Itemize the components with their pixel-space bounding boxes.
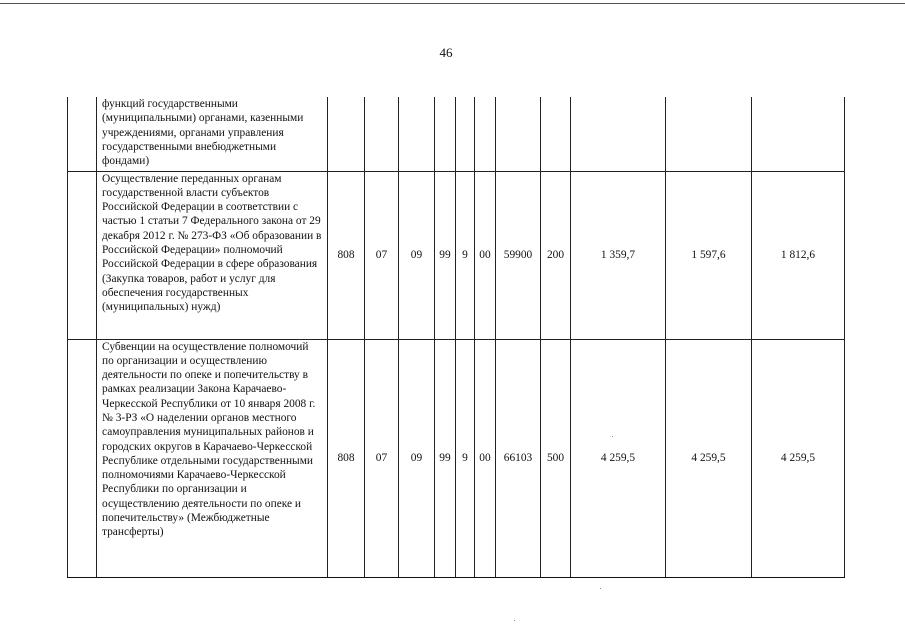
table-row — [68, 339, 845, 577]
main-event-code-cell: 00 — [475, 339, 496, 577]
description-cell: Субвенции на осуществление полномочий по организации и осуществлению деятельности по опеке и попечительству в рамках реализации Закона Карачаево-Черкесской Республики от 10 января 2008 г. № 3-РЗ «О наделении органов местного самоуправления муниципальных районов и городских округов в Карачаево-Черкесской Республике отдельными государственными полномочиями Карачаево-Черкесской Республики по организации и осуществлению деятельности по опеке и попечительству» (Межбюджетные трансферты) — [97, 339, 328, 577]
page-number: 46 — [439, 45, 453, 60]
row-number-cell — [68, 339, 97, 577]
main-event-code-cell: 00 — [475, 171, 496, 339]
subprogram-code-cell — [456, 97, 475, 171]
program-code-cell — [435, 97, 456, 171]
amount-year-1-cell — [571, 97, 666, 171]
subprogram-code-cell: 9 — [456, 339, 475, 577]
amount-year-2-cell: 1 597,6 — [666, 171, 752, 339]
amount-year-2-cell — [666, 97, 752, 171]
row-number-cell — [68, 97, 97, 171]
description-cell: функций государственными (муниципальными) органами, казенными учреждениями, органами управления государственными внебюджетными фондами) — [97, 97, 328, 171]
amount-year-2-cell: 4 259,5 — [666, 339, 752, 577]
expense-type-code-cell — [541, 97, 571, 171]
ministry-code-cell: 808 — [328, 171, 365, 339]
main-event-code-cell — [475, 97, 496, 171]
ministry-code-cell: 808 — [328, 339, 365, 577]
expense-type-code-cell: 200 — [541, 171, 571, 339]
subsection-code-cell — [399, 97, 435, 171]
amount-year-3-cell: 1 812,6 — [752, 171, 845, 339]
amount-year-1-cell: 4 259,5 — [571, 339, 666, 577]
description-cell: Осуществление переданных органам государственной власти субъектов Российской Федерации в соответствии с частью 1 статьи 7 Федерального закона от 29 декабря 2012 г. № 273-ФЗ «Об образовании в Российской Федерации» полномочий Российской Федерации в сфере образования (Закупка товаров, работ и услуг для обеспечения государственных (муниципальных) нужд) — [97, 171, 328, 339]
table-row — [68, 171, 845, 339]
subsection-code-cell: 09 — [399, 339, 435, 577]
direction-code-cell: 66103 — [496, 339, 541, 577]
scan-speck — [514, 620, 515, 621]
section-code-cell: 07 — [365, 171, 399, 339]
amount-year-3-cell — [752, 97, 845, 171]
amount-year-3-cell: 4 259,5 — [752, 339, 845, 577]
subsection-code-cell: 09 — [399, 171, 435, 339]
program-code-cell: 99 — [435, 339, 456, 577]
subprogram-code-cell: 9 — [456, 171, 475, 339]
amount-year-1-cell: 1 359,7 — [571, 171, 666, 339]
table-row — [68, 97, 845, 171]
ministry-code-cell — [328, 97, 365, 171]
scan-top-edge-rule — [0, 3, 905, 4]
budget-allocation-table — [67, 97, 845, 578]
scan-speck — [600, 588, 601, 589]
program-code-cell: 99 — [435, 171, 456, 339]
section-code-cell — [365, 97, 399, 171]
direction-code-cell: 59900 — [496, 171, 541, 339]
row-number-cell — [68, 171, 97, 339]
direction-code-cell — [496, 97, 541, 171]
section-code-cell: 07 — [365, 339, 399, 577]
expense-type-code-cell: 500 — [541, 339, 571, 577]
scan-speck — [612, 436, 613, 437]
